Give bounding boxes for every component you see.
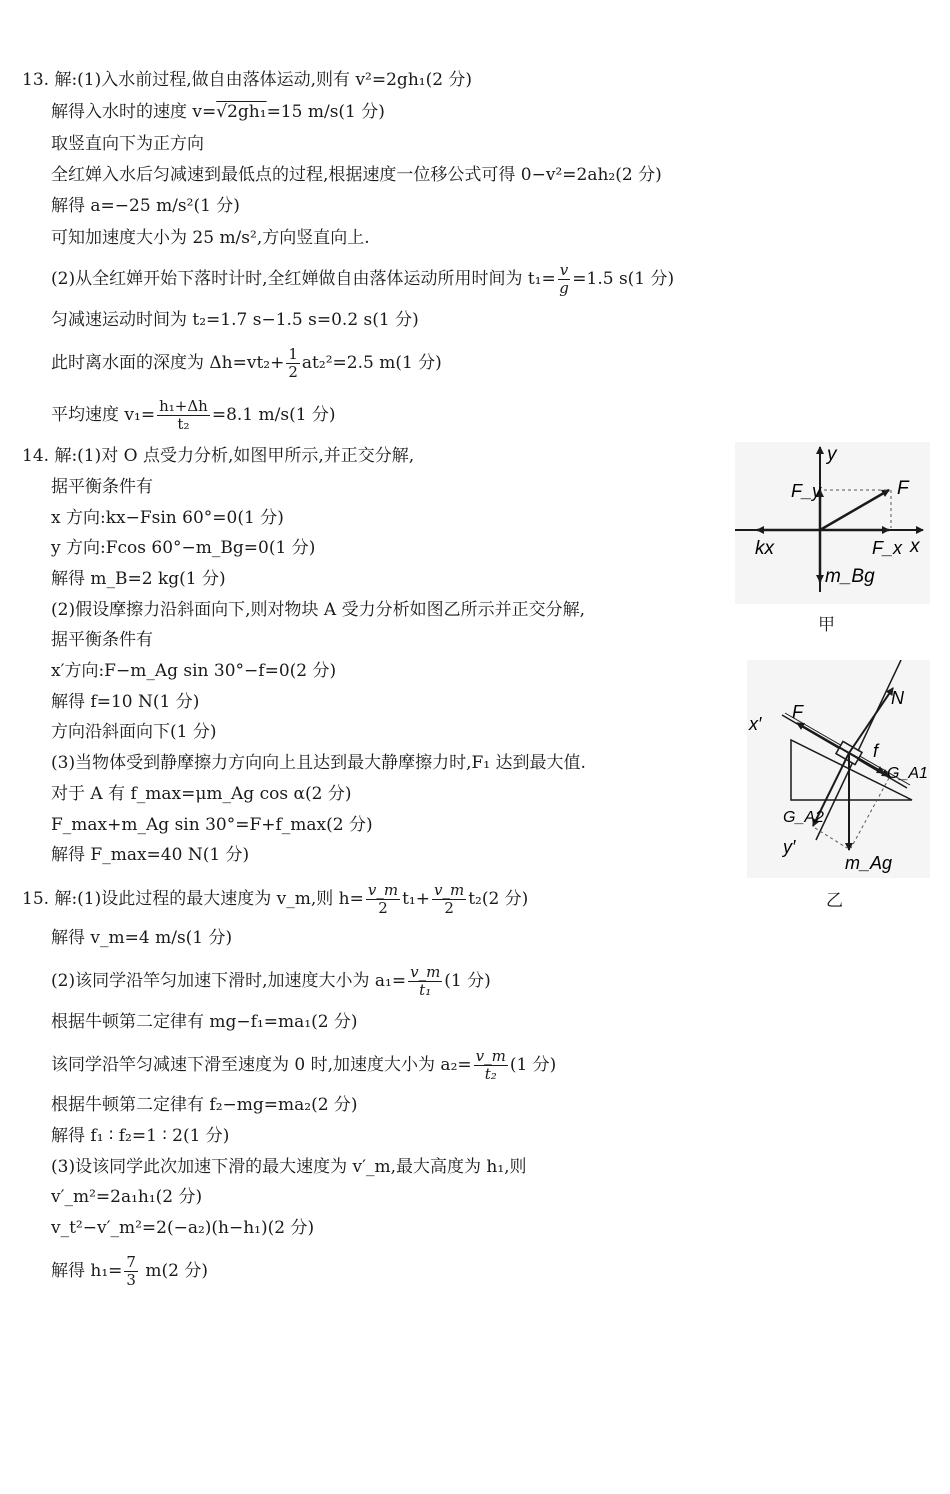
- q15-fraction-a1: $\frac{v\_m}{\text{t₁}}$: [410, 963, 441, 999]
- label-y: y: [827, 444, 837, 465]
- q15-fraction-a2: $\frac{v\_m}{\text{t₂}}$: [475, 1047, 506, 1083]
- q13-line-2-result: =15 m/s(1 分): [266, 102, 385, 122]
- q14-line-6: (2)假设摩擦力沿斜面向下,则对物块 A 受力分析如图乙所示并正交分解,: [51, 600, 585, 620]
- q13-line-8: 匀减速运动时间为 t₂=1.7 s−1.5 s=0.2 s(1 分): [51, 310, 419, 330]
- q13-line-6: 可知加速度大小为 25 m/s²,方向竖直向上.: [51, 228, 370, 248]
- q15-line-1-text: 15. 解:(1)设此过程的最大速度为 v_m,则 h=: [22, 889, 364, 909]
- q13-line-9-result: at₂²=2.5 m(1 分): [301, 353, 442, 373]
- q15-line-1-result: t₂(2 分): [468, 889, 529, 909]
- caption-jia: 甲: [818, 615, 835, 635]
- label-x-prime: x′: [749, 714, 762, 734]
- label-ga2: G_A2: [783, 809, 824, 826]
- q13-line-3: 取竖直向下为正方向: [51, 134, 204, 154]
- q14-line-2: 据平衡条件有: [51, 477, 153, 497]
- q15-line-6: 根据牛顿第二定律有 f₂−mg=ma₂(2 分): [51, 1095, 358, 1115]
- q15-line-11-text: 解得 h₁=: [51, 1261, 123, 1281]
- q14-line-3: x 方向:kx−Fsin 60°=0(1 分): [51, 508, 284, 528]
- q15-line-4: 根据牛顿第二定律有 mg−f₁=ma₁(2 分): [51, 1012, 358, 1032]
- q13-fraction-half: $\frac{1}{2}$: [288, 345, 298, 381]
- q15-line-7: 解得 f₁ ∶ f₂=1 ∶ 2(1 分): [51, 1126, 230, 1146]
- figure-yi: [747, 660, 930, 878]
- q13-line-7-result: =1.5 s(1 分): [572, 269, 675, 289]
- q13-line-2-text: 解得入水时的速度 v=: [51, 102, 217, 122]
- q13-line-7-text: (2)从全红婵开始下落时计时,全红婵做自由落体运动所用时间为 t₁=: [51, 269, 556, 289]
- q15-fraction-vm-2b: $\frac{v\_m}{2}$: [433, 881, 465, 917]
- q15-line-3-text: (2)该同学沿竿匀加速下滑时,加速度大小为 a₁=: [51, 971, 407, 991]
- q14-line-8: x′方向:F−m_Ag sin 30°−f=0(2 分): [51, 661, 337, 681]
- figure-jia: [735, 442, 930, 604]
- q15-line-3-result: (1 分): [444, 971, 491, 991]
- q14-line-10: 方向沿斜面向下(1 分): [51, 722, 217, 742]
- q14-line-4: y 方向:Fcos 60°−m_Bg=0(1 分): [51, 538, 316, 558]
- q13-line-2: [51, 102, 385, 122]
- q14-line-9: 解得 f=10 N(1 分): [51, 692, 200, 712]
- q13-line-4: 全红婵入水后匀减速到最低点的过程,根据速度一位移公式可得 0−v²=2ah₂(2 分): [51, 165, 662, 185]
- caption-yi: 乙: [826, 891, 843, 911]
- q13-line-7: [51, 262, 674, 297]
- q13-line-9: [51, 346, 442, 381]
- q15-line-3: [51, 964, 491, 999]
- q15-fraction-seven-thirds: $\frac{7}{3}$: [126, 1253, 136, 1289]
- label-ga1: G_A1: [887, 765, 928, 782]
- q14-line-11: (3)当物体受到静摩擦力方向向上且达到最大静摩擦力时,F₁ 达到最大值.: [51, 753, 586, 773]
- q15-line-11-result: m(2 分): [139, 1261, 208, 1281]
- q14-line-5: 解得 m_B=2 kg(1 分): [51, 569, 226, 589]
- label-mag: m_Ag: [845, 853, 893, 873]
- q15-line-1-mid: t₁+: [402, 889, 430, 909]
- q14-line-12: 对于 A 有 f_max=μm_Ag cos α(2 分): [51, 784, 352, 804]
- q15-line-8: (3)设该同学此次加速下滑的最大速度为 v′_m,最大高度为 h₁,则: [51, 1157, 527, 1177]
- q15-line-10: v_t²−v′_m²=2(−a₂)(h−h₁)(2 分): [51, 1218, 315, 1238]
- q13-line-5: 解得 a=−25 m/s²(1 分): [51, 196, 240, 216]
- label-mbg: m_Bg: [825, 566, 875, 587]
- q14-line-1: 14. 解:(1)对 O 点受力分析,如图甲所示,并正交分解,: [22, 446, 415, 466]
- label-kx: kx: [755, 538, 774, 559]
- q15-line-9: v′_m²=2a₁h₁(2 分): [51, 1187, 203, 1207]
- q14-line-14: 解得 F_max=40 N(1 分): [51, 845, 250, 865]
- label-y-prime: y′: [783, 837, 796, 857]
- q13-line-9-text: 此时离水面的深度为 Δh=vt₂+: [51, 353, 285, 373]
- q13-fraction-v-g: $\frac{v}{g}$: [559, 261, 569, 297]
- q15-fraction-vm-2a: $\frac{v\_m}{2}$: [367, 881, 399, 917]
- q15-line-11: [51, 1254, 208, 1289]
- label-x: x: [910, 536, 920, 557]
- q14-line-13: F_max+m_Ag sin 30°=F+f_max(2 分): [51, 815, 373, 835]
- q14-line-7: 据平衡条件有: [51, 630, 153, 650]
- q15-line-5-result: (1 分): [509, 1055, 557, 1075]
- q13-sqrt: √2gh₁: [216, 102, 267, 122]
- q13-fraction-avg: $\frac{\text{h₁+Δh}}{\text{t₂}}$: [159, 397, 208, 433]
- label-fy: F_y: [791, 481, 822, 501]
- q13-line-10-result: =8.1 m/s(1 分): [211, 405, 336, 425]
- label-f-yi: F: [792, 702, 803, 722]
- q15-line-5: [51, 1048, 556, 1083]
- q15-line-1: [22, 882, 528, 917]
- q13-line-1: 13. 解:(1)入水前过程,做自由落体运动,则有 v²=2gh₁(2 分): [22, 70, 473, 90]
- q15-line-5-text: 该同学沿竿匀减速下滑至速度为 0 时,加速度大小为 a₂=: [51, 1055, 472, 1075]
- label-friction: f: [873, 741, 879, 761]
- label-f: F: [897, 478, 909, 499]
- q13-line-10-text: 平均速度 v₁=: [51, 405, 156, 425]
- label-fx: F_x: [872, 538, 903, 558]
- q15-line-2: 解得 v_m=4 m/s(1 分): [51, 928, 233, 948]
- q13-line-10: [51, 398, 336, 433]
- label-n: N: [891, 688, 904, 708]
